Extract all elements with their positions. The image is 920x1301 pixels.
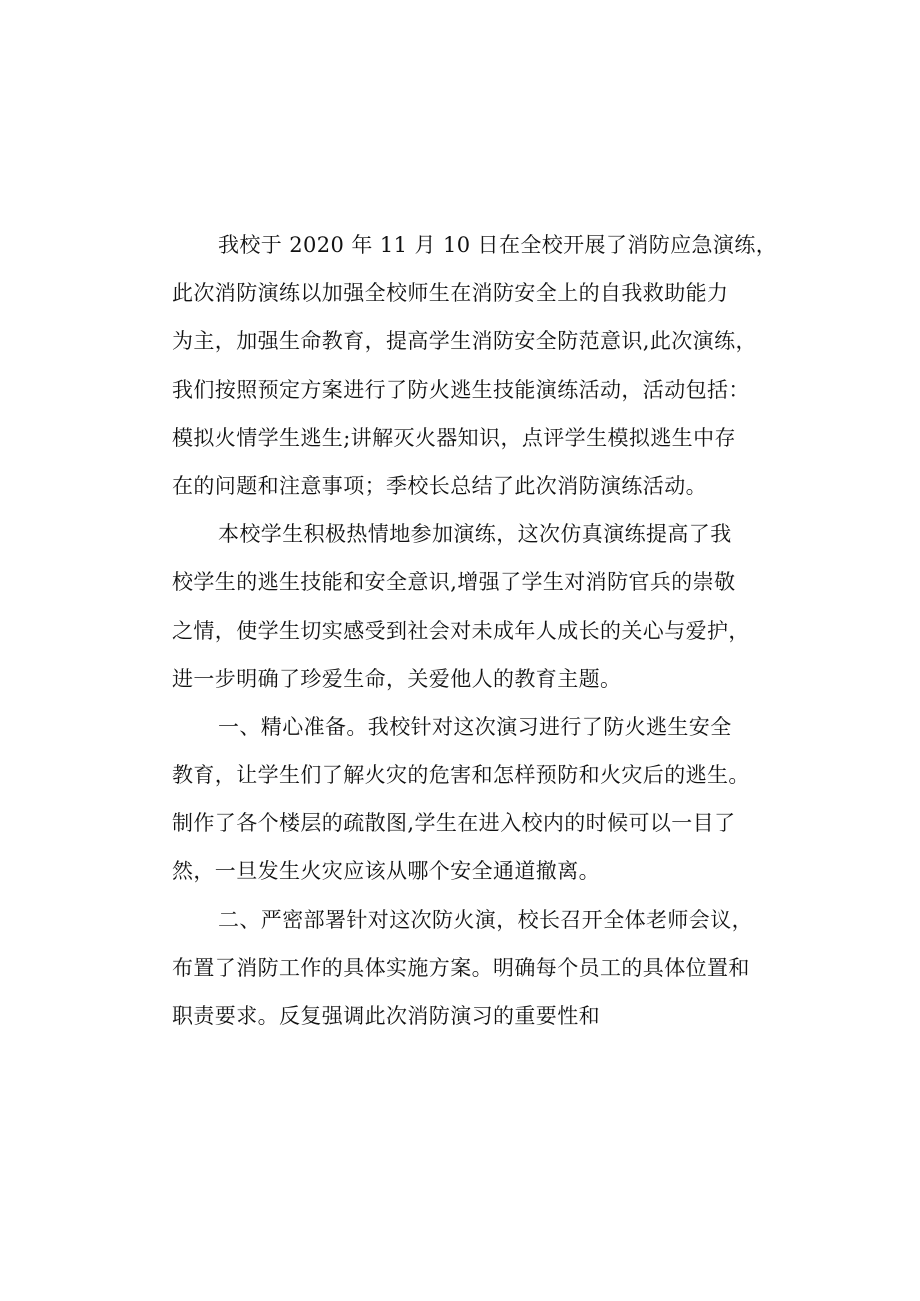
paragraph-line: 布置了消防工作的具体实施方案。明确每个员工的具体位置和 — [172, 955, 750, 980]
paragraph-line: 然，一旦发生火灾应该从哪个安全通道撤离。 — [172, 859, 600, 884]
paragraph-line: 之情，使学生切实感受到社会对未成年人成长的关心与爱护， — [172, 618, 750, 643]
paragraph-1 — [172, 225, 778, 514]
paragraph-line: 职责要求。反复强调此次消防演习的重要性和 — [172, 1004, 600, 1028]
paragraph-line: 我们按照预定方案进行了防火逃生技能演练活动，活动包括： — [172, 377, 750, 402]
paragraph-2 — [172, 514, 752, 707]
paragraph-line: 本校学生积极热情地参加演练，这次仿真演练提高了我 — [218, 522, 732, 547]
paragraph-line: 此次消防演练以加强全校师生在消防安全上的自我救助能力 — [172, 281, 729, 306]
paragraph-line: 模拟火情学生逃生;讲解灭火器知识，点评学生模拟逃生中存 — [172, 425, 736, 450]
paragraph-line: 一、精心准备。我校针对这次演习进行了防火逃生安全 — [218, 714, 732, 739]
paragraph-line: 进一步明确了珍爱生命，关爱他人的教育主题。 — [172, 666, 622, 691]
paragraph-line: 教育，让学生们了解火灾的危害和怎样预防和火灾后的逃生。 — [172, 763, 750, 788]
paragraph-line: 二、严密部署针对这次防火演，校长召开全体老师会议， — [218, 907, 753, 932]
paragraph-line: 制作了各个楼层的疏散图,学生在进入校内的时候可以一目了 — [172, 811, 736, 836]
paragraph-3 — [172, 707, 752, 900]
paragraph-line: 校学生的逃生技能和安全意识,增强了学生对消防官兵的崇敬 — [172, 570, 736, 595]
paragraph-line: 我校于 2020 年 11 月 10 日在全校开展了消防应急演练， — [218, 233, 778, 257]
paragraph-4 — [172, 900, 752, 1045]
document-body — [172, 225, 778, 1044]
paragraph-line: 为主，加强生命教育，提高学生消防安全防范意识,此次演练， — [172, 329, 757, 354]
paragraph-line: 在的问题和注意事项；季校长总结了此次消防演练活动。 — [172, 473, 707, 498]
